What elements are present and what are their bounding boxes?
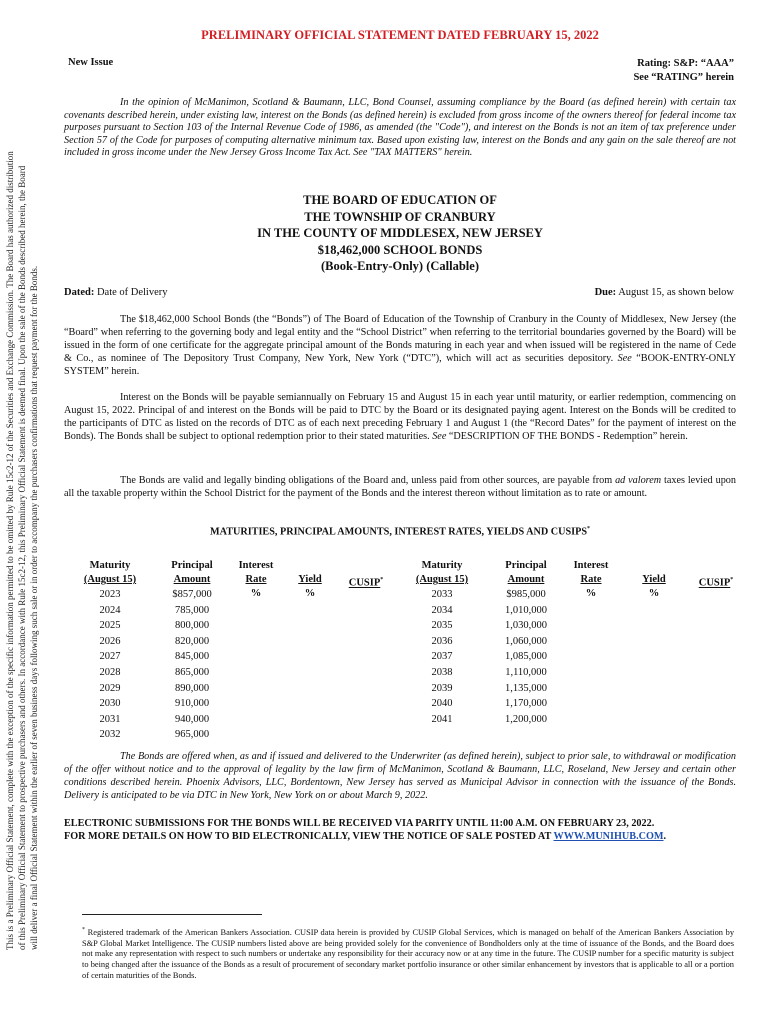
principal-amount-cell: 965,000 xyxy=(174,729,210,741)
trademark-mark: * xyxy=(380,577,384,583)
footnote-divider xyxy=(82,914,262,915)
year-list xyxy=(74,587,146,743)
header-line: Principal xyxy=(171,560,213,571)
dated-label: Dated: xyxy=(64,287,95,298)
interest-header xyxy=(563,559,619,601)
due-value: August 15, as shown below xyxy=(618,287,734,298)
security-paragraph xyxy=(64,474,736,500)
principal-amount-cell: 1,060,000 xyxy=(505,635,547,647)
maturity-year-cell: 2038 xyxy=(431,666,453,678)
yield-column-left xyxy=(288,573,332,601)
maturity-year-cell: 2035 xyxy=(431,620,453,632)
amount-list xyxy=(156,587,228,743)
paragraph-text: The Bonds are valid and legally binding obligations of the Board and, unless paid from other sources, are payable from xyxy=(120,475,613,486)
maturity-header xyxy=(74,559,146,587)
cusip-footnote xyxy=(82,925,734,982)
principal-amount-cell: 940,000 xyxy=(174,713,210,725)
cross-reference: “DESCRIPTION OF THE BONDS - Redemption” herein. xyxy=(448,431,688,442)
principal-amount-cell: 1,030,000 xyxy=(505,620,547,632)
amount-list xyxy=(490,587,562,727)
header-line: CUSIP xyxy=(698,577,731,589)
header-line: Principal xyxy=(505,560,547,571)
maturity-year-cell: 2039 xyxy=(431,682,453,694)
principal-amount-cell: 1,135,000 xyxy=(505,682,547,694)
header-line: (August 15) xyxy=(83,574,137,585)
header-line: Rate xyxy=(245,574,267,585)
paragraph-text: The $18,462,000 School Bonds (the “Bonds”) of The Board of Education of the Township of Cranbury in the County of Middlesex, New Jersey (the “Board” when referring to the governing body and legal entity and the “School District” when referring to the territorial boundaries governed by the Board) will be issued in the form of one certificate for the aggregate principal amount of the Bonds maturing in each year and when issued will be registered in the name of Cede & Co., as nominee of The Depository Trust Company, New York, New York (“DTC”), which will act as securities depository. xyxy=(64,314,736,364)
notice-period: . xyxy=(663,831,667,842)
ad-valorem-term: ad valorem xyxy=(615,475,662,486)
maturity-year-cell: 2028 xyxy=(99,666,121,678)
sidebar-disclaimer-text xyxy=(4,14,40,950)
paragraph-text: Interest on the Bonds will be payable semiannually on February 15 and August 15 in each year until maturity, or earlier redemption, commencing on August 15, 2022. Principal of and interest on the Bonds will be paid to DTC by the Board or its designated paying agent. Interest on the Bonds will be credited to the participants of DTC as listed on the records of DTC as of each next preceding February 1 and August 1 (the “Record Dates” for the payment of interest on the Bonds). The Bonds shall be subject to optional redemption prior to their stated maturities. xyxy=(64,392,736,442)
dated-value: Date of Delivery xyxy=(96,287,168,298)
maturity-year-cell: 2037 xyxy=(431,651,453,663)
title-line: THE BOARD OF EDUCATION OF xyxy=(303,193,497,207)
header-line: (August 15) xyxy=(415,574,469,585)
header-line: CUSIP xyxy=(348,577,381,589)
interest-column-left xyxy=(228,559,284,601)
electronic-submission-notice xyxy=(64,817,744,843)
sidebar-line: of this Preliminary Official Statement to prospective purchasers and others. In accordance with Rule 15c2-12, this Preliminary Official Statement is deemed final. Upon the sale of the Bonds described herein, the Board xyxy=(17,165,27,950)
principal-column-left xyxy=(156,559,228,743)
principal-amount-cell: 1,200,000 xyxy=(505,713,547,725)
maturity-year-cell: 2030 xyxy=(99,698,121,710)
header-line: Maturity xyxy=(421,560,463,571)
interest-header xyxy=(228,559,284,601)
notice-line: ELECTRONIC SUBMISSIONS FOR THE BONDS WILL BE RECEIVED VIA PARITY UNTIL 11:00 A.M. ON FEBRUARY 23, 2022. xyxy=(64,818,655,829)
title-line: (Book-Entry-Only) (Callable) xyxy=(321,259,479,273)
header-line: % xyxy=(250,588,262,599)
maturity-year-cell: 2041 xyxy=(431,713,453,725)
maturity-year-cell: 2036 xyxy=(431,635,453,647)
maturity-year-cell: 2040 xyxy=(431,698,453,710)
due-field xyxy=(595,287,734,298)
maturities-heading xyxy=(64,526,736,537)
cross-reference: “BOOK-ENTRY-ONLY SYSTEM” herein. xyxy=(64,353,736,377)
cusip-column-left xyxy=(338,573,394,591)
title-line: THE TOWNSHIP OF CRANBURY xyxy=(304,209,496,224)
maturity-year-cell: 2027 xyxy=(99,651,121,663)
header-line: % xyxy=(304,588,316,599)
title-line: IN THE COUNTY OF MIDDLESEX, NEW JERSEY xyxy=(257,226,543,240)
sidebar-line: will deliver a final Official Statement within the earlier of seven business days following such sale or in order to accompany the purchasers confirmations that request payment for the Bonds. xyxy=(29,265,39,950)
principal-amount-cell: 865,000 xyxy=(174,666,210,678)
issuer-title xyxy=(64,192,736,275)
principal-amount-cell: 1,110,000 xyxy=(505,666,547,678)
see-reference: See xyxy=(432,431,447,442)
see-reference: See xyxy=(617,353,632,364)
header-line: Amount xyxy=(173,574,211,585)
title-line: $18,462,000 SCHOOL BONDS xyxy=(317,242,483,257)
rating-line: Rating: S&P: “AAA” xyxy=(637,58,734,69)
maturity-column-left xyxy=(74,559,146,743)
header-line: Interest xyxy=(573,560,609,571)
header-line: % xyxy=(648,588,660,599)
principal-amount-cell: $985,000 xyxy=(506,589,546,600)
maturity-header xyxy=(406,559,478,587)
footnote-mark: * xyxy=(82,927,85,933)
new-issue-label: New Issue xyxy=(68,57,114,68)
yield-header xyxy=(288,573,332,601)
principal-amount-cell: 845,000 xyxy=(174,651,210,663)
maturity-year-cell: 2026 xyxy=(99,635,121,647)
rating-reference: See “RATING” herein xyxy=(633,72,734,83)
principal-amount-cell: 820,000 xyxy=(174,635,210,647)
interest-column-right xyxy=(563,559,619,601)
trademark-mark: * xyxy=(730,577,734,583)
yield-column-right xyxy=(632,573,676,601)
header-line: Interest xyxy=(238,560,274,571)
maturity-year-cell: 2032 xyxy=(99,729,121,741)
footnote-text: Registered trademark of the American Bankers Association. CUSIP data herein is provided by CUSIP Global Services, which is managed on behalf of the American Bankers Association by S&P Global Market Intelligence. The CUSIP numbers listed above are being provided solely for the convenience of Bondholders only at the time of issuance of the Bonds, and the Board does not make any representation with respect to such numbers or undertake any responsibility for their accuracy now or at any time in the future. The CUSIP number for a specific maturity is subject to being changed after the issuance of the Bonds as a result of procurement of secondary market portfolio insurance or other similar enhancement by investors that is applicable to all or a portion of certain maturities of the Bonds. xyxy=(82,927,735,980)
header-line: Yield xyxy=(298,574,322,585)
principal-amount-cell: 785,000 xyxy=(174,604,210,616)
sidebar-disclaimer xyxy=(4,0,70,1000)
maturity-year-cell: 2034 xyxy=(431,604,453,616)
paragraph-text: taxes levied upon all the taxable property within the School District for the payment of the Bonds and the interest thereon without limitation as to rate or amount. xyxy=(64,475,736,499)
yield-header xyxy=(632,573,676,601)
header-line: Amount xyxy=(507,574,545,585)
principal-amount-cell: 1,010,000 xyxy=(505,604,547,616)
due-label: Due: xyxy=(594,287,617,298)
rating-block xyxy=(633,57,734,85)
header-line: % xyxy=(585,588,597,599)
maturity-year-cell: 2025 xyxy=(99,620,121,632)
principal-amount-cell: 910,000 xyxy=(174,698,210,710)
year-list xyxy=(406,587,478,727)
interest-paragraph xyxy=(64,391,736,443)
maturity-year-cell: 2023 xyxy=(99,589,121,600)
principal-amount-cell: 1,085,000 xyxy=(505,651,547,663)
cusip-header xyxy=(690,573,742,591)
principal-column-right xyxy=(490,559,562,727)
principal-amount-cell: 800,000 xyxy=(174,620,210,632)
principal-amount-cell: 890,000 xyxy=(174,682,210,694)
bond-counsel-opinion: In the opinion of McManimon, Scotland & Baumann, LLC, Bond Counsel, assuming compliance by the Board (as defined herein) with certain tax covenants described herein, under existing law, interest on the Bonds (as defined herein) is excluded from gross income of the owners thereof for federal income tax purposes pursuant to Section 103 of the Internal Revenue Code of 1986, as amended (the "Code"), and interest on the Bonds is not an item of tax preference under Section 57 of the Code for purposes of computing alternative minimum tax. Based upon existing law, interest on the Bonds and any gain on the sale thereof are not included in gross income under the New Jersey Gross Income Tax Act. See "TAX MATTERS" herein. xyxy=(64,97,736,158)
maturity-year-cell: 2024 xyxy=(99,604,121,616)
offering-terms-paragraph: The Bonds are offered when, as and if issued and delivered to the Underwriter (as defined herein), subject to prior sale, to withdrawal or modification of the offer without notice and to the approval of legality by the law firm of McManimon, Scotland & Baumann, LLC, Roseland, New Jersey and certain other conditions described herein. Phoenix Advisors, LLC, Bordentown, New Jersey has served as Municipal Advisor in connection with the issuance of the Bonds. Delivery is anticipated to be via DTC in New York, New York on or about March 9, 2022. xyxy=(64,751,736,801)
maturity-column-right xyxy=(406,559,478,727)
dated-field xyxy=(64,287,168,298)
maturity-year-cell: 2029 xyxy=(99,682,121,694)
bonds-description-paragraph xyxy=(64,313,736,378)
header-line: Rate xyxy=(580,574,602,585)
cusip-header xyxy=(338,573,394,591)
notice-line: FOR MORE DETAILS ON HOW TO BID ELECTRONICALLY, VIEW THE NOTICE OF SALE POSTED AT xyxy=(64,831,552,842)
munihub-link[interactable]: WWW.MUNIHUB.COM xyxy=(553,831,664,842)
maturities-heading-text: MATURITIES, PRINCIPAL AMOUNTS, INTEREST RATES, YIELDS AND CUSIPS xyxy=(209,526,588,538)
header-line: Yield xyxy=(642,574,666,585)
principal-header xyxy=(490,559,562,587)
cusip-column-right xyxy=(690,573,742,591)
principal-amount-cell: $857,000 xyxy=(172,589,212,600)
principal-amount-cell: 1,170,000 xyxy=(505,698,547,710)
principal-header xyxy=(156,559,228,587)
maturity-year-cell: 2033 xyxy=(431,589,453,600)
sidebar-line: This is a Preliminary Official Statement, complete with the exception of the specific information permitted to be omitted by Rule 15c2-12 of the Securities and Exchange Commission. The Board has authorized distribution xyxy=(5,151,15,950)
header-line: Maturity xyxy=(89,560,131,571)
trademark-mark: * xyxy=(587,526,591,532)
page-title: PRELIMINARY OFFICIAL STATEMENT DATED FEBRUARY 15, 2022 xyxy=(201,28,599,42)
maturity-year-cell: 2031 xyxy=(99,713,121,725)
